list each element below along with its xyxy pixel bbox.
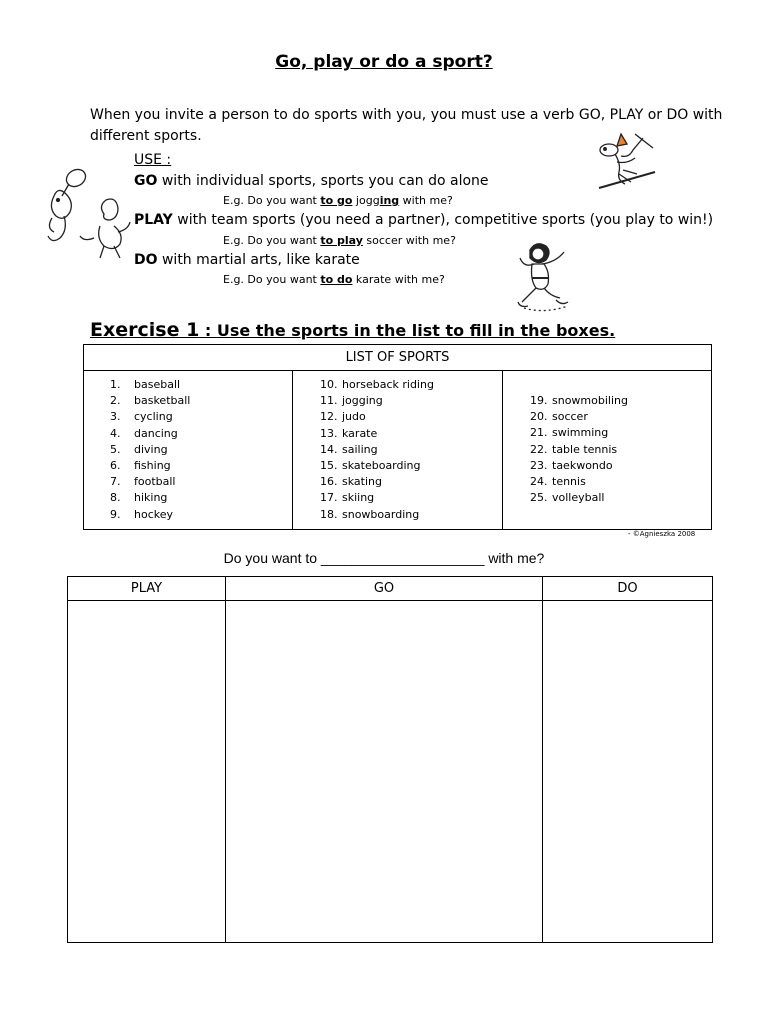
list-item-name: volleyball: [552, 491, 605, 505]
list-item: [530, 490, 711, 506]
list-item: [530, 474, 711, 490]
list-item-name: horseback riding: [342, 378, 434, 391]
example-play-prefix: E.g. Do you want: [223, 234, 321, 247]
list-item-number: 20.: [530, 410, 548, 424]
go-answer-cell[interactable]: [226, 601, 542, 942]
list-item-name: football: [134, 475, 176, 489]
exercise-number: Exercise 1: [90, 319, 200, 341]
list-item: [110, 474, 292, 490]
tennis-dog-icon: [44, 166, 134, 271]
example-go-end: with me?: [399, 194, 453, 207]
example-do-prefix: E.g. Do you want: [223, 273, 321, 286]
list-item-number: 9.: [110, 507, 121, 521]
list-item: [320, 490, 502, 506]
list-item-name: sailing: [342, 442, 378, 456]
list-item-number: 7.: [110, 475, 121, 489]
list-item-name: dancing: [134, 426, 178, 440]
list-item-name: table tennis: [552, 442, 618, 456]
question-prompt: Do you want to _____________________ with me?: [223, 550, 545, 566]
list-item-number: 25.: [530, 491, 548, 505]
list-item-name: baseball: [134, 378, 181, 391]
list-item-number: 14.: [320, 442, 338, 456]
sports-list-heading: LIST OF SPORTS: [84, 345, 711, 371]
list-item-name: skateboarding: [342, 459, 421, 473]
list-item: [530, 393, 711, 409]
list-item-number: 3.: [110, 410, 121, 424]
list-item-number: 19.: [530, 394, 548, 407]
list-item-name: fishing: [134, 459, 171, 473]
exercise-instruction: Use the sports in the list to fill in the boxes.: [216, 321, 616, 340]
rule-play-verb: PLAY: [134, 212, 173, 228]
sports-column-2: [293, 371, 503, 529]
list-item: [110, 442, 292, 458]
list-item: [110, 426, 292, 442]
list-item-name: karate: [342, 426, 378, 440]
list-item-name: swimming: [552, 426, 609, 440]
karate-kid-icon: [510, 236, 578, 314]
sports-column-3: [503, 371, 711, 529]
list-item: [320, 377, 502, 393]
example-play: [223, 234, 456, 248]
list-item-number: 1.: [110, 378, 121, 391]
example-play-end: soccer with me?: [362, 234, 456, 247]
example-play-verb: to play: [320, 234, 363, 247]
list-item-number: 5.: [110, 442, 121, 456]
sports-column-1: [84, 371, 293, 529]
rule-go: [134, 171, 489, 191]
list-item-number: 13.: [320, 426, 338, 440]
list-item-name: taekwondo: [552, 458, 613, 472]
play-answer-cell[interactable]: [68, 601, 225, 942]
list-item: [320, 507, 502, 523]
list-item: [320, 474, 502, 490]
list-item: [110, 490, 292, 506]
list-item: [110, 393, 292, 409]
list-item-name: soccer: [552, 410, 588, 424]
rule-go-text: with individual sports, sports you can do alone: [157, 173, 489, 189]
list-item: [110, 409, 292, 425]
list-item-name: basketball: [134, 394, 191, 408]
column-header-do: DO: [543, 577, 712, 601]
rule-go-verb: GO: [134, 173, 158, 189]
list-item-name: skating: [342, 475, 382, 489]
example-go-prefix: E.g. Do you want: [223, 194, 321, 207]
list-item-number: 23.: [530, 458, 548, 472]
list-item: [530, 409, 711, 425]
list-item-number: 10.: [320, 378, 338, 391]
list-item-number: 18.: [320, 507, 338, 521]
column-header-play: PLAY: [68, 577, 225, 601]
list-item-number: 15.: [320, 459, 338, 473]
list-item-name: judo: [342, 410, 366, 424]
rule-play: [134, 210, 713, 230]
page-title: Go, play or do a sport?: [275, 52, 493, 72]
list-item-name: hiking: [134, 491, 168, 505]
answer-table: [67, 576, 713, 943]
intro-paragraph: When you invite a person to do sports with you, you must use a verb GO, PLAY or DO with different sports.: [90, 107, 723, 144]
list-item-number: 2.: [110, 394, 121, 408]
list-item-number: 8.: [110, 491, 121, 505]
list-item-name: hockey: [134, 507, 174, 521]
sports-list-box: [83, 344, 712, 530]
list-item: [320, 393, 502, 409]
list-item-name: jogging: [342, 394, 383, 408]
list-item-name: snowboarding: [342, 507, 420, 521]
list-item: [530, 425, 711, 441]
list-item-number: 21.: [530, 426, 548, 440]
example-do: [223, 273, 445, 287]
list-item-name: diving: [134, 442, 168, 456]
rule-do: [134, 250, 360, 270]
list-item: [530, 442, 711, 458]
list-item-number: 16.: [320, 475, 338, 489]
list-item: [320, 409, 502, 425]
use-label: USE :: [134, 152, 172, 168]
example-do-verb: to do: [320, 273, 353, 286]
example-go: [223, 194, 453, 208]
example-go-suffix: ing: [379, 194, 400, 207]
list-item: [320, 426, 502, 442]
example-go-verb: to go: [320, 194, 353, 207]
do-answer-cell[interactable]: [543, 601, 712, 942]
list-item: [320, 442, 502, 458]
list-item: [110, 507, 292, 523]
list-item: [320, 458, 502, 474]
example-do-end: karate with me?: [352, 273, 445, 286]
list-item-number: 11.: [320, 394, 338, 408]
list-item-number: 22.: [530, 442, 548, 456]
list-item-number: 4.: [110, 426, 121, 440]
exercise-heading: [90, 319, 615, 341]
list-item: [110, 458, 292, 474]
list-item-name: snowmobiling: [552, 394, 628, 407]
copyright-note: - ©Agnieszka 2008: [628, 530, 696, 538]
list-item: [530, 458, 711, 474]
exercise-colon: :: [199, 321, 217, 340]
list-item-number: 6.: [110, 459, 121, 473]
list-item-number: 24.: [530, 475, 548, 489]
list-item-name: cycling: [134, 410, 173, 424]
rule-play-text: with team sports (you need a partner), competitive sports (you play to win!): [172, 212, 714, 228]
rule-do-verb: DO: [134, 252, 158, 268]
list-item-number: 12.: [320, 410, 338, 424]
example-go-mid: jogg: [352, 194, 380, 207]
list-item: [110, 377, 292, 393]
column-header-go: GO: [226, 577, 542, 601]
list-item-name: skiing: [342, 491, 375, 505]
list-item-name: tennis: [552, 475, 586, 489]
list-item-number: 17.: [320, 491, 338, 505]
skier-icon: [595, 130, 661, 195]
rule-do-text: with martial arts, like karate: [157, 252, 360, 268]
